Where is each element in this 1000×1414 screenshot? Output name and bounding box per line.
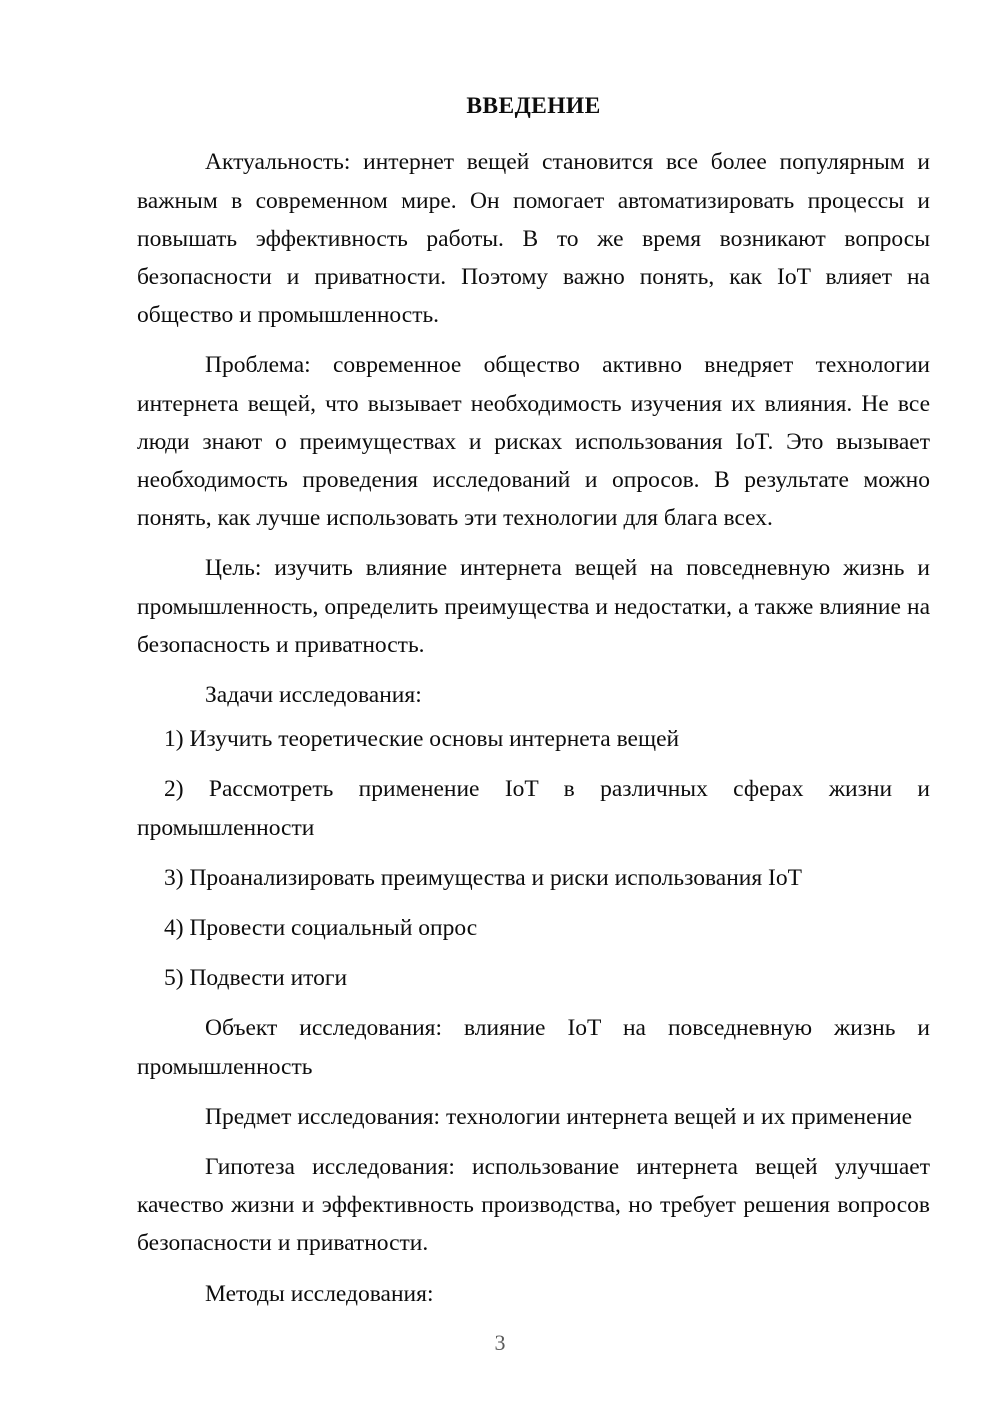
paragraph-goal: Цель: изучить влияние интернета вещей на повседневную жизнь и промышленность, определить преимущества и недостатки, а также влияние на безопасность и приватность. — [137, 555, 930, 658]
page-title: ВВЕДЕНИЕ — [466, 93, 601, 119]
paragraph-relevance: Актуальность: интернет вещей становится все более популярным и важным в современном мире. Он помогает автоматизировать процессы и повышать эффективность работы. В то же время возникают вопросы безопасности и приватности. Поэтому важно понять, как IoT влияет на общество и промышленность. — [137, 149, 930, 329]
paragraph-hypothesis: Гипотеза исследования: использование интернета вещей улучшает качество жизни и эффективность производства, но требует решения вопросов безопасности и приватности. — [137, 1154, 930, 1257]
list-item: 5) Подвести итоги — [164, 965, 348, 992]
paragraph-problem: Проблема: современное общество активно внедряет технологии интернета вещей, что вызывает необходимость изучения их влияния. Не все люди знают о преимуществах и рисках использования IoT. Это вызывает необходимость проведения исследований и опросов. В результате можно понять, как лучше использовать эти технологии для блага всех. — [137, 352, 930, 532]
list-item: 2) Рассмотреть применение IoT в различных сферах жизни и промышленности — [137, 776, 930, 841]
list-item: 4) Провести социальный опрос — [164, 915, 478, 942]
page-number: 3 — [494, 1330, 506, 1355]
paragraph-object: Объект исследования: влияние IoT на повседневную жизнь и промышленность — [137, 1015, 930, 1080]
list-item: 3) Проанализировать преимущества и риски использования IoT — [164, 864, 802, 891]
page-content — [137, 92, 930, 1319]
list-item: 1) Изучить теоретические основы интернета вещей — [164, 726, 680, 753]
paragraph-subject: Предмет исследования: технологии интернета вещей и их применение — [205, 1103, 913, 1130]
tasks-label: Задачи исследования: — [205, 682, 422, 709]
methods-label: Методы исследования: — [205, 1280, 434, 1307]
